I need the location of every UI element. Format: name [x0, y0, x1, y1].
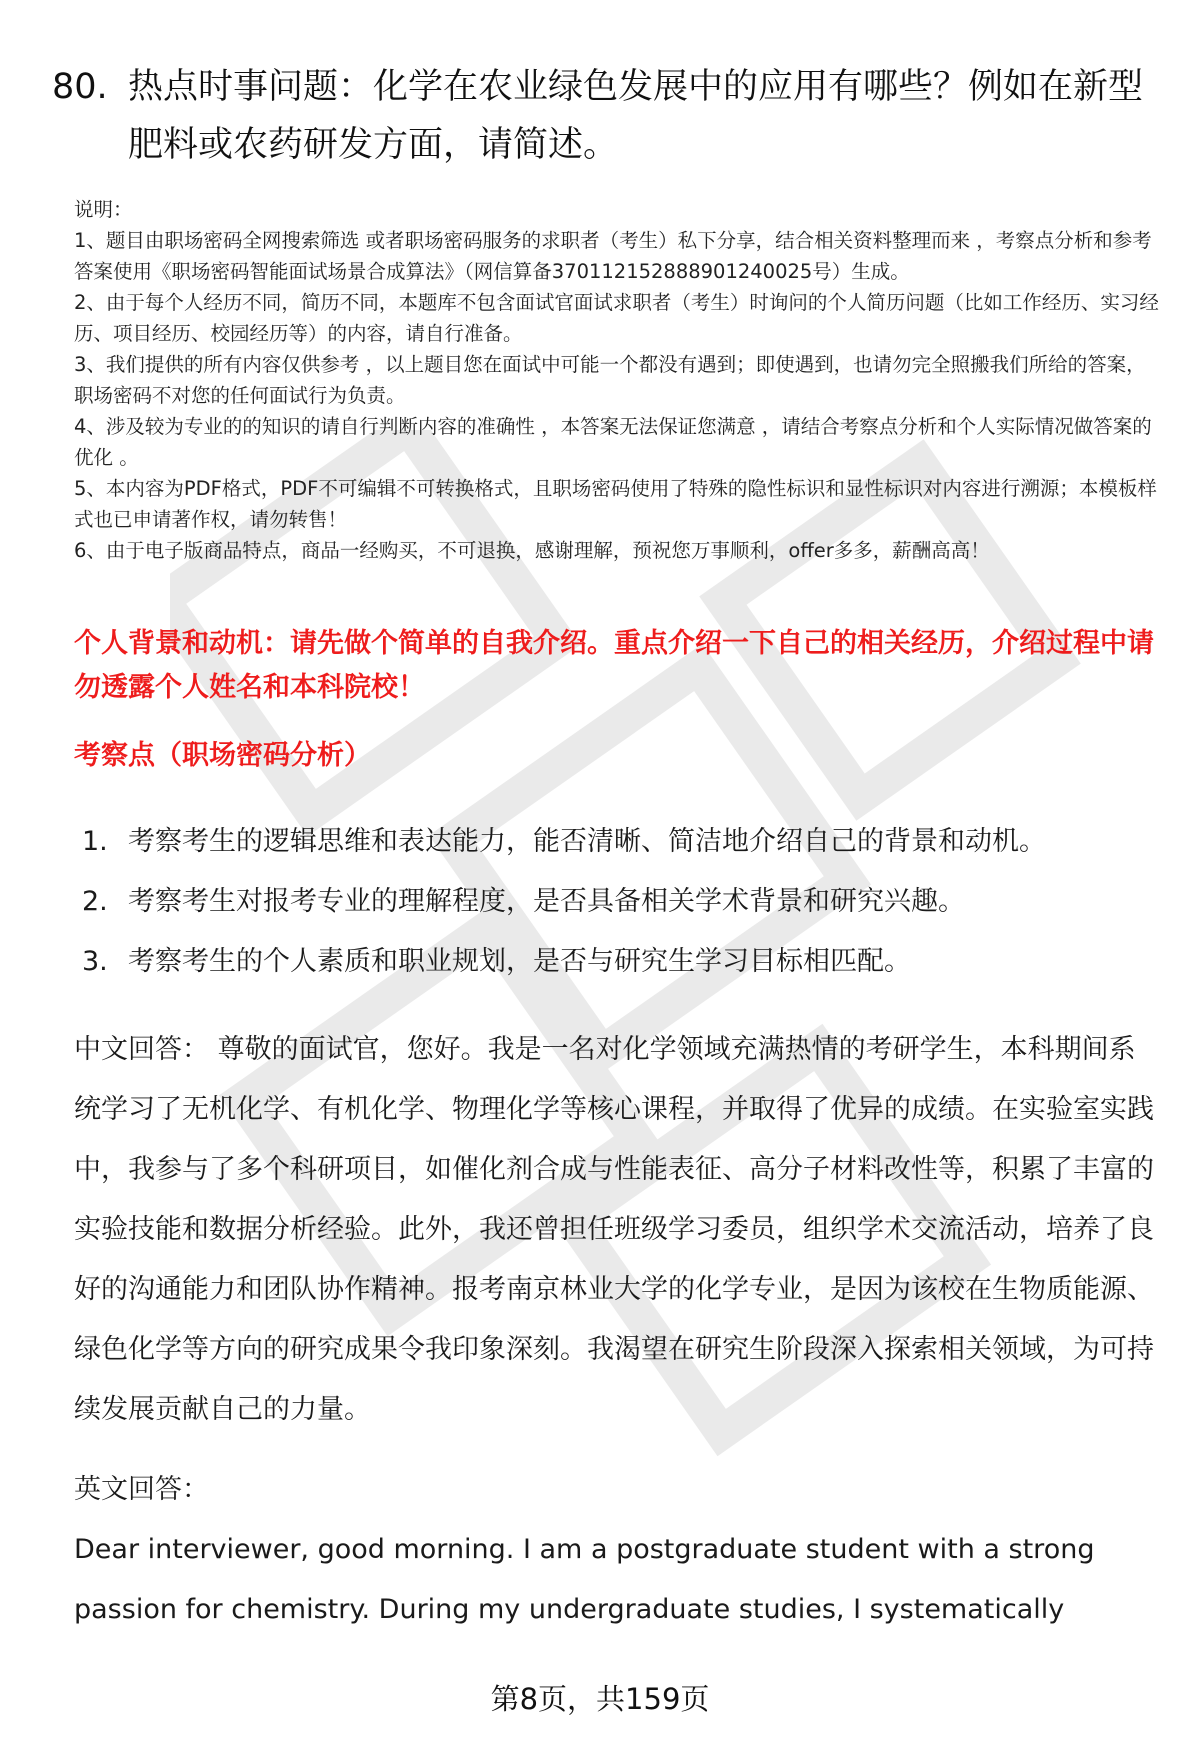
point-number: 3.: [82, 946, 108, 977]
section-heading: 个人背景和动机：请先做个简单的自我介绍。重点介绍一下自己的相关经历，介绍过程中请勿透露个人姓名和本科院校！: [74, 628, 1154, 703]
point-text: 考察考生的逻辑思维和表达能力，能否清晰、简洁地介绍自己的背景和动机。: [128, 826, 1046, 857]
chinese-answer: 中文回答： 尊敬的面试官，您好。我是一名对化学领域充满热情的考研学生，本科期间系统学习了无机化学、有机化学、物理化学等核心课程，并取得了优异的成绩。在实验室实践中，我参与了多个科研项目，如催化剂合成与性能表征、高分子材料改性等，积累了丰富的实验技能和数据分析经验。此外，我还曾担任班级学习委员，组织学术交流活动，培养了良好的沟通能力和团队协作精神。报考南京林业大学的化学专业，是因为该校在生物质能源、绿色化学等方向的研究成果令我印象深刻。我渴望在研究生阶段深入探索相关领域，为可持续发展贡献自己的力量。: [74, 1034, 1154, 1425]
note-item: 4、涉及较为专业的的知识的请自行判断内容的准确性 ，本答案无法保证您满意 ，请结合考察点分析和个人实际情况做答案的优化 。: [74, 415, 1152, 469]
english-answer: Dear interviewer, good morning. I am a postgraduate student with a strong passion for chemistry. During my undergraduate studies, I systematically: [74, 1534, 1095, 1625]
point-number: 1.: [82, 826, 108, 857]
question-number: 80.: [52, 67, 108, 107]
analysis-points-list: [82, 812, 1162, 992]
note-item: 6、由于电子版商品特点，商品一经购买，不可退换，感谢理解，预祝您万事顺利，offer多多，薪酬高高！: [74, 539, 990, 562]
notes-heading: 说明：: [74, 198, 133, 221]
page-footer: 第8页，共159页: [490, 1682, 710, 1716]
english-answer-label: 英文回答：: [74, 1474, 209, 1505]
list-item: [82, 812, 1162, 872]
note-item: 1、题目由职场密码全网搜索筛选 或者职场密码服务的求职者（考生）私下分享，结合相关资料整理而来 ，考察点分析和参考答案使用《职场密码智能面试场景合成算法》（网信算备370112152888901240025号）生成。: [74, 229, 1152, 283]
analysis-heading: 考察点（职场密码分析）: [74, 740, 371, 771]
note-item: 5、本内容为PDF格式，PDF不可编辑不可转换格式，且职场密码使用了特殊的隐性标识和显性标识对内容进行溯源；本模板样式也已申请著作权，请勿转售！: [74, 477, 1157, 531]
note-item: 3、我们提供的所有内容仅供参考 ，以上题目您在面试中可能一个都没有遇到；即使遇到，也请勿完全照搬我们所给的答案，职场密码不对您的任何面试行为负责。: [74, 353, 1146, 407]
list-item: [82, 932, 1162, 992]
point-number: 2.: [82, 886, 108, 917]
note-item: 2、由于每个人经历不同，简历不同，本题库不包含面试官面试求职者（考生）时询问的个人简历问题（比如工作经历、实习经历、项目经历、校园经历等）的内容，请自行准备。: [74, 291, 1159, 345]
question-text: 热点时事问题：化学在农业绿色发展中的应用有哪些？例如在新型肥料或农药研发方面，请简述。: [128, 67, 1144, 165]
notes-block: [74, 194, 1160, 566]
point-text: 考察考生对报考专业的理解程度，是否具备相关学术背景和研究兴趣。: [128, 886, 965, 917]
list-item: [82, 872, 1162, 932]
point-text: 考察考生的个人素质和职业规划，是否与研究生学习目标相匹配。: [128, 946, 911, 977]
question-title: [52, 58, 1152, 174]
